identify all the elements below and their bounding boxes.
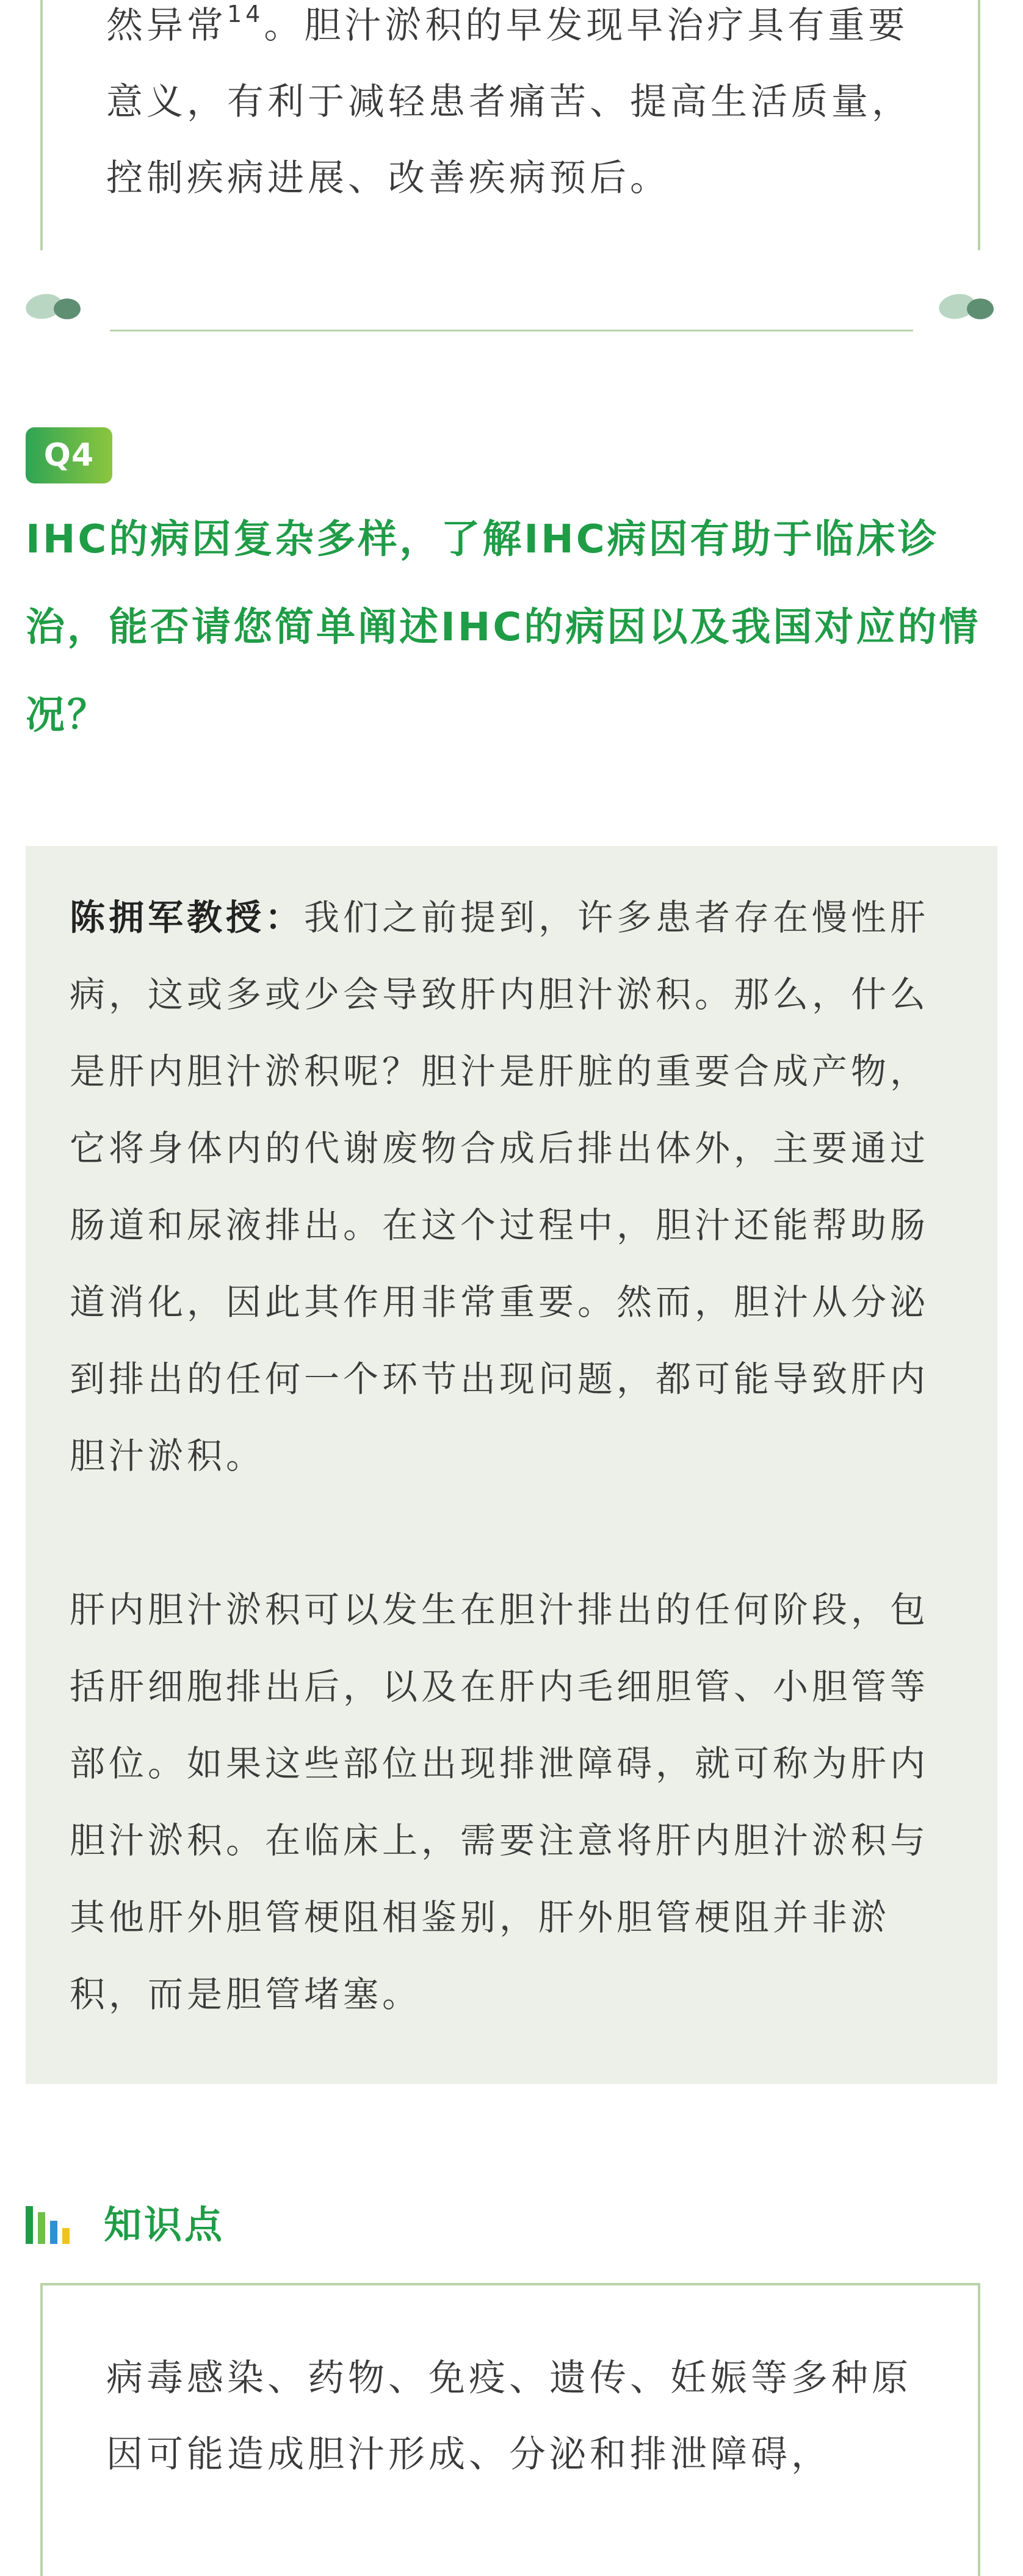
leaf-ornament-right-icon: [931, 287, 999, 324]
question-heading: IHC的病因复杂多样，了解IHC病因有助于临床诊治，能否请您简单阐述IHC的病因以及我国对应的情况？: [26, 517, 981, 738]
question-number-badge: Q4: [26, 427, 112, 483]
top-text-box: [40, 0, 980, 250]
leaf-ornament-left-icon: [24, 287, 92, 324]
top-box-text: [106, 0, 924, 217]
bar-chart-icon: [26, 2206, 82, 2244]
answer-panel: [26, 846, 997, 2084]
knowledge-point-title: 知识点: [104, 2202, 225, 2247]
knowledge-text: 病毒感染、药物、免疫、遗传、妊娠等多种原因可能造成胆汁形成、分泌和排泄障碍，: [106, 2357, 912, 2476]
answer-paragraph-2: 肝内胆汁淤积可以发生在胆汁排出的任何阶段，包括肝细胞排出后，以及在肝内毛细胆管、小胆管等部位。如果这些部位出现排泄障碍，就可称为肝内胆汁淤积。在临床上，需要注意将肝内胆汁淤积与其他肝外胆管梗阻相鉴别，肝外胆管梗阻并非淤积，而是胆管堵塞。: [70, 1589, 930, 2015]
answer-paragraph-1-text: 我们之前提到，许多患者存在慢性肝病，这或多或少会导致肝内胆汁淤积。那么，什么是肝内胆汁淤积呢？胆汁是肝脏的重要合成产物，它将身体内的代谢废物合成后排出体外，主要通过肠道和尿液排出。在这个过程中，胆汁还能帮助肠道消化，因此其作用非常重要。然而，胆汁从分泌到排出的任何一个环节出现问题，都可能导致肝内胆汁淤积。: [70, 897, 930, 1477]
reference-superscript[interactable]: 14: [227, 1, 264, 27]
speaker-name: 陈拥军教授：: [70, 897, 305, 938]
top-box-text-end: 。胆汁淤积的早发现早治疗具有重要意义，有利于减轻患者痛苦、提高生活质量，控制疾病进展、改善疾病预后。: [106, 4, 912, 200]
section-divider: [110, 330, 913, 331]
knowledge-box: [40, 2283, 980, 2576]
answer-paragraph-1: [70, 879, 961, 1494]
top-box-text-start: 然异常: [106, 4, 227, 47]
